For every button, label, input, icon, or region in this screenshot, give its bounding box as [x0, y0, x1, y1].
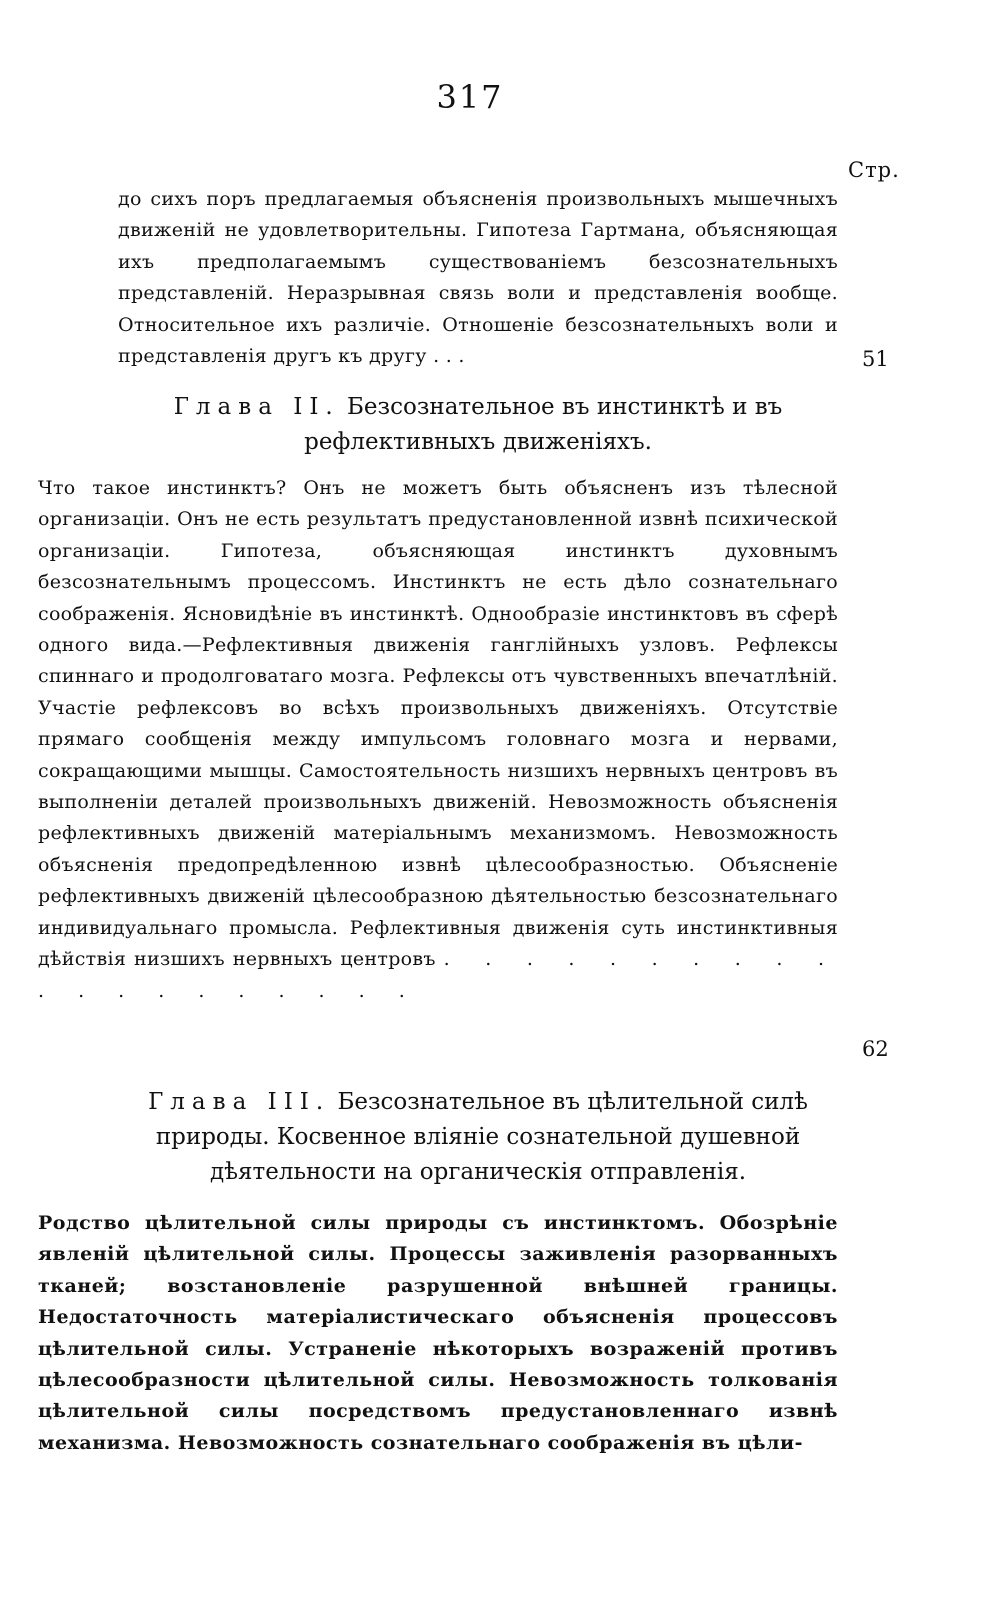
page-column-label: Стр.	[848, 158, 900, 182]
chapter-heading	[118, 390, 838, 460]
page-number: 317	[436, 78, 504, 116]
entry-lead: Родство	[38, 1212, 131, 1234]
toc-entry	[38, 1208, 838, 1459]
dot-leader: . . . . . . . . . . . . . . . . . . . .	[38, 948, 838, 1002]
chapter-label: Глава II.	[173, 394, 340, 420]
page-ref: 51	[862, 347, 889, 371]
entry-text: Онъ не можетъ быть объясненъ изъ тѣлесной организаціи. Онъ не есть результатъ предустановленной извнѣ психической организаціи. Гипотеза, объясняющая инстинктъ духовнымъ безсознательнымъ процессомъ. Инстинктъ не есть дѣло сознательнаго соображенія. Ясновидѣніе въ инстинктѣ. Однообразіе инстинктовъ въ сферѣ одного вида.—Рефлективныя движенія ганглійныхъ узловъ. Рефлексы спиннаго и продолговатаго мозга. Рефлексы отъ чувственныхъ впечатлѣній. Участіе рефлексовъ во всѣхъ произвольныхъ движеніяхъ. Отсутствіе прямаго сообщенія между импульсомъ головнаго мозга и нервами, сокращающими мышцы. Самостоятельность низшихъ нервныхъ центровъ въ выполненіи деталей произвольныхъ движеній. Невозможность объясненія рефлективныхъ движеній матеріальнымъ механизмомъ. Невозможность объясненія предопредѣленною извнѣ цѣлесообразностью. Объясненіе рефлективныхъ движеній цѣлесообразною дѣятельностью безсознательнаго индивидуальнаго промысла. Рефлективныя движенія суть инстинктивныя дѣйствія низшихъ нервныхъ центровъ	[38, 477, 838, 971]
entry-text: цѣлительной силы природы съ инстинктомъ. Обозрѣніе явленій цѣлительной силы. Процессы заживленія разорванныхъ тканей; возстановленіе разрушенной внѣшней границы. Недостаточность матеріалистическаго объясненія процессовъ цѣлительной силы. Устраненіе нѣкоторыхъ возраженій противъ цѣлесообразности цѣлительной силы. Невозможность толкованія цѣлительной силы посредствомъ предустановленнаго извнѣ механизма. Невозможность сознательнаго соображенія въ цѣли-	[38, 1212, 838, 1454]
chapter-title: Безсознательное въ цѣлительной силѣ природы. Косвенное вліяніе сознательной душевной дѣятельности на органическія отправленія.	[155, 1089, 808, 1185]
toc-entry	[38, 473, 838, 1007]
entry-text: до сихъ поръ предлагаемыя объясненія произвольныхъ мышечныхъ движеній не удовлетворительны. Гипотеза Гартмана, объясняющая ихъ предполагаемымъ существованіемъ безсознательныхъ представленій. Неразрывная связь воли и представленія вообще. Относительное ихъ различіе. Отношеніе безсознательныхъ воли и представленія другъ къ другу . . .	[118, 188, 838, 368]
chapter-heading	[118, 1085, 838, 1190]
entry-lead: Что такое инстинктъ?	[38, 477, 287, 499]
toc-entry-continuation	[118, 184, 838, 374]
page-ref: 62	[862, 1037, 889, 1061]
chapter-label: Глава III.	[148, 1089, 331, 1115]
chapter-title: Безсознательное въ инстинктѣ и въ рефлективныхъ движеніяхъ.	[304, 394, 783, 455]
